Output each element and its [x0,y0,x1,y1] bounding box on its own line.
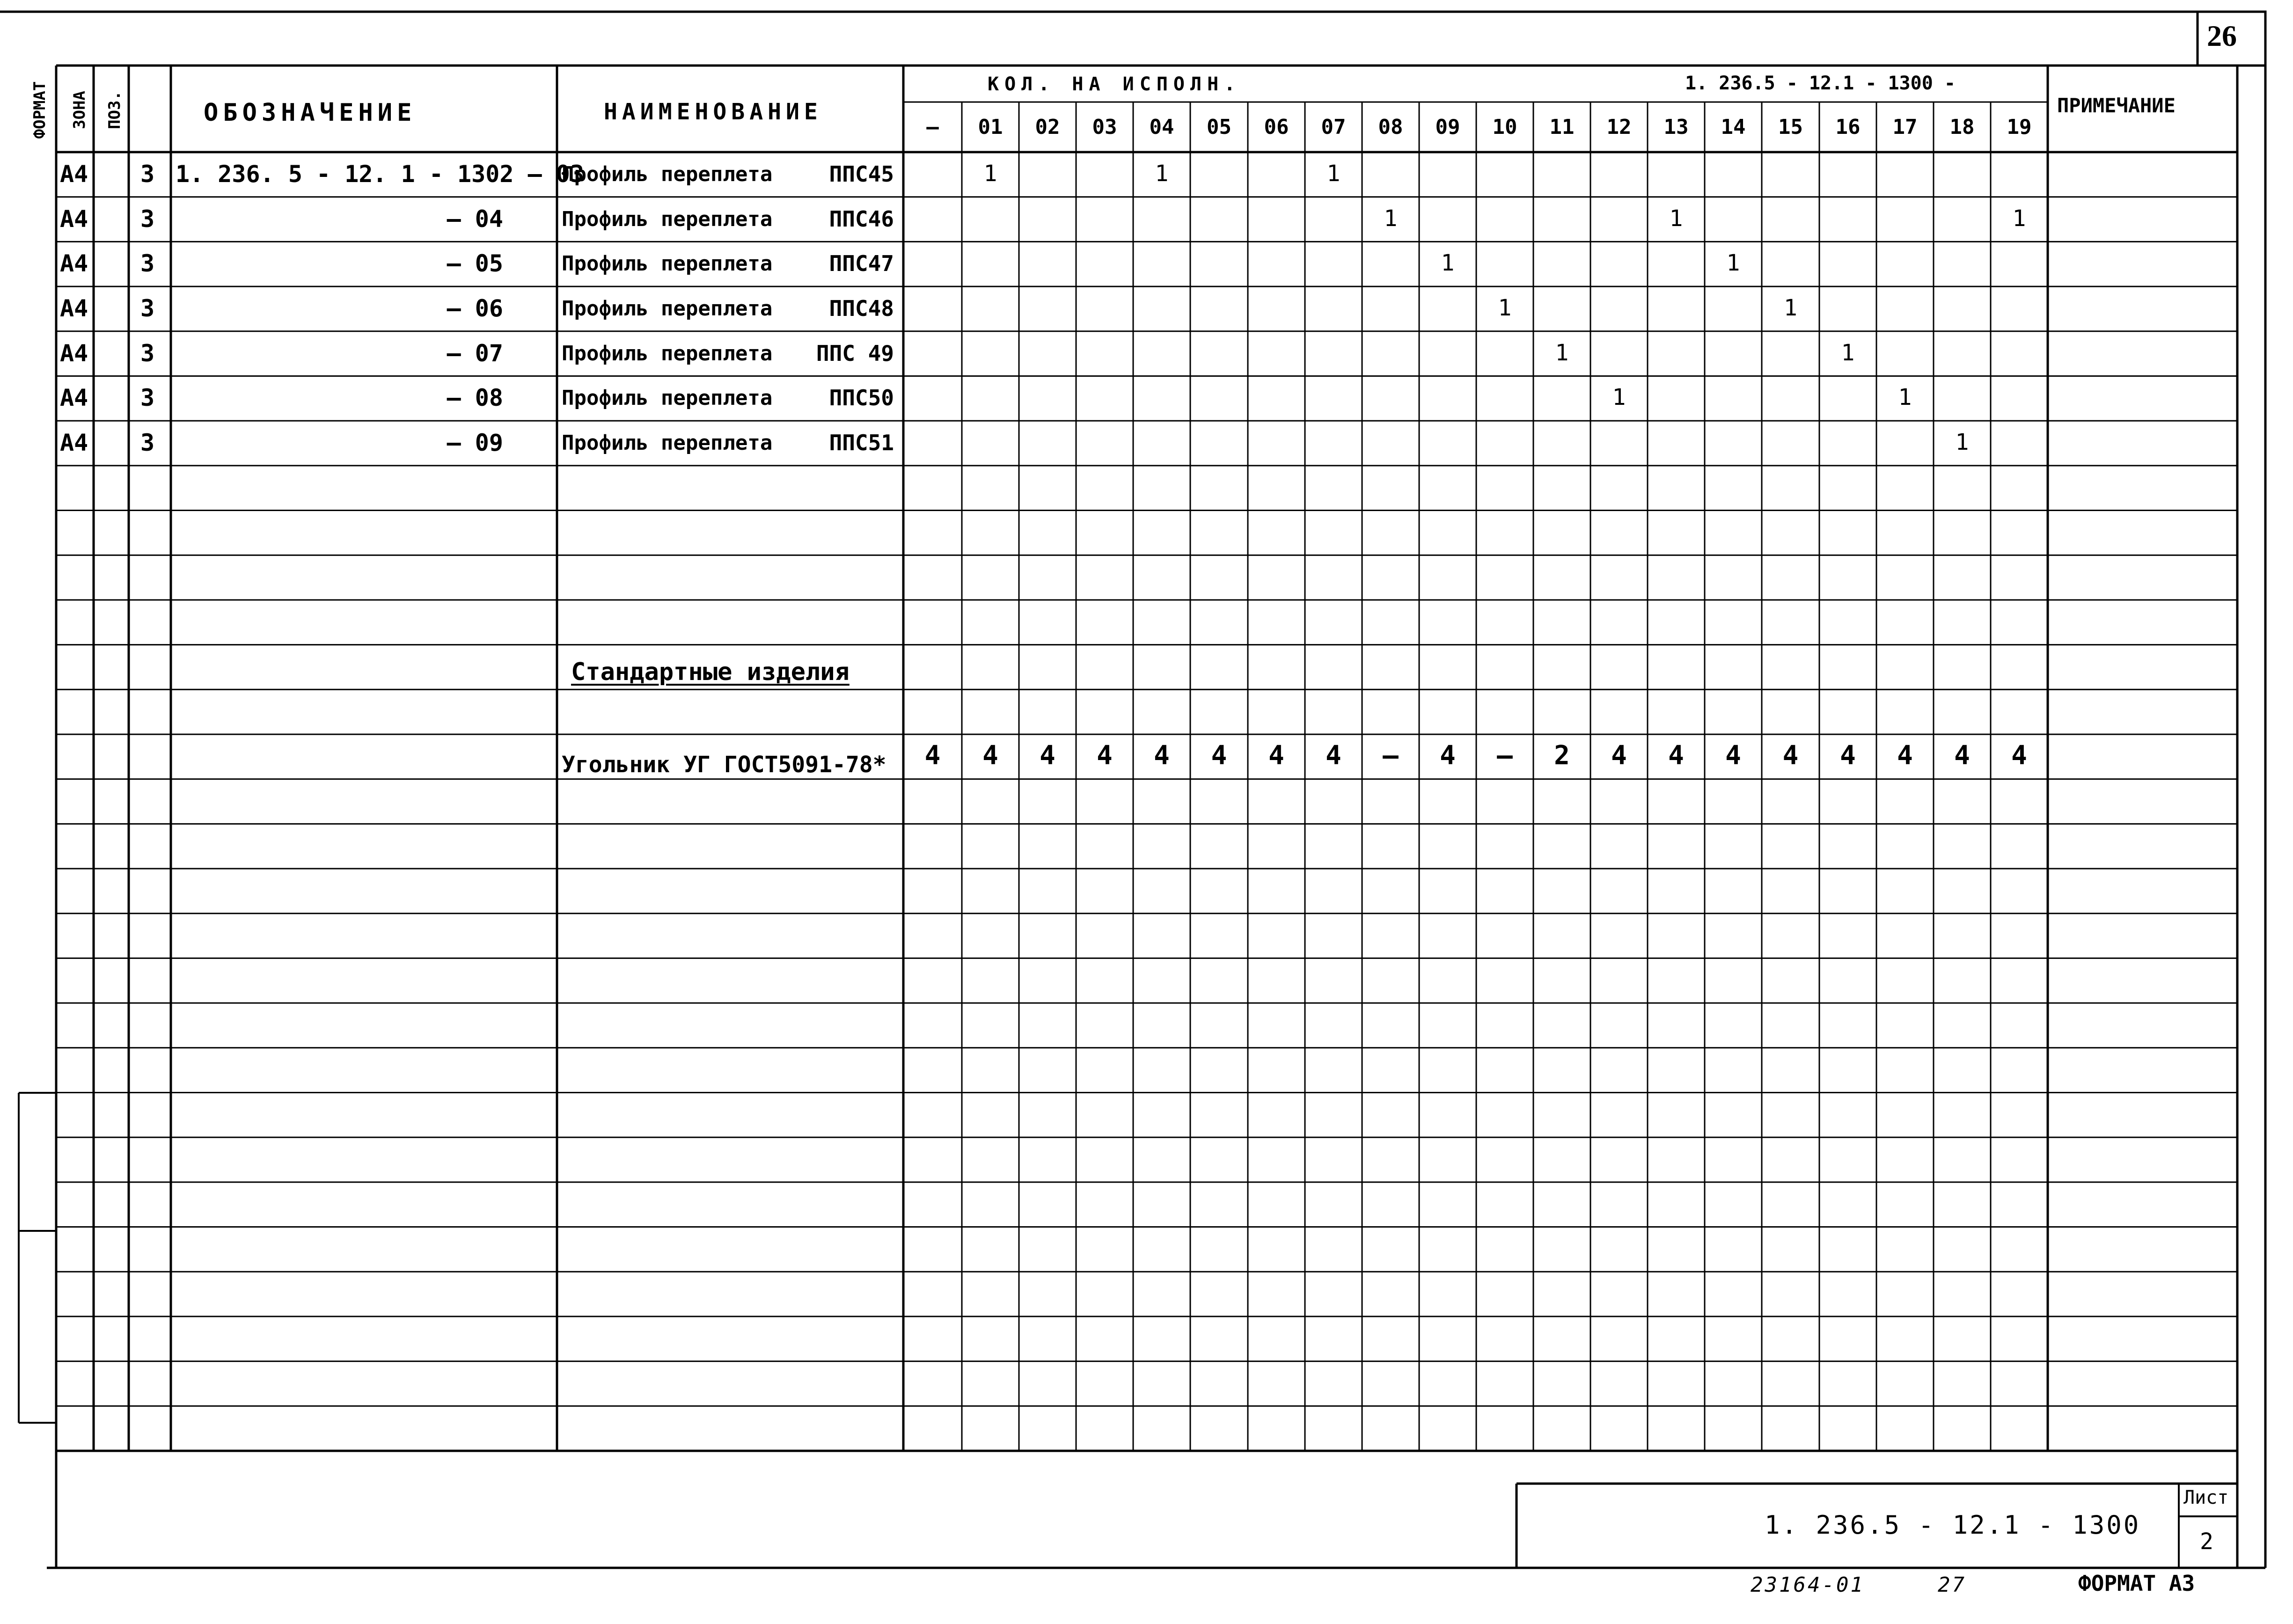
designation-cell: — 04 [447,205,503,233]
item-mark-cell: ППС47 [829,251,894,277]
qty-cell: 1 [1898,384,1912,411]
standard-qty-cell: 4 [1326,740,1341,771]
exec-column-14: 14 [1721,115,1746,139]
standard-qty-cell: 4 [1440,740,1456,771]
exec-column-11: 11 [1549,115,1575,139]
item-mark-cell: ППС 49 [816,340,894,366]
qty-cell: 1 [1726,250,1740,277]
pos-cell: 3 [140,295,155,322]
designation-cell: — 07 [447,339,503,367]
section-title: Стандартные изделия [571,658,850,686]
exec-column-19: 19 [2007,115,2032,139]
designation-cell: — 05 [447,250,503,278]
pos-cell: 3 [140,429,155,457]
qty-cell: 1 [1612,384,1626,411]
note-header: ПРИМЕЧАНИЕ [2057,94,2176,117]
item-name-cell: Профиль переплета [562,297,773,321]
standard-qty-cell: 4 [1725,740,1741,771]
designation-header: ОБОЗНАЧЕНИЕ [204,99,417,127]
format-cell: А4 [60,295,88,322]
pos-cell: 3 [140,161,155,188]
qty-cell: 1 [1155,161,1169,187]
item-mark-cell: ППС51 [829,430,894,456]
exec-column-3: 03 [1092,115,1117,139]
doc-code-header: 1. 236.5 - 12.1 - 1300 - [1685,73,1956,94]
standard-qty-cell: 2 [1554,740,1570,771]
item-mark-cell: ППС45 [829,161,894,187]
standard-qty-cell: 4 [1211,740,1227,771]
copy-number: 27 [1938,1573,1966,1597]
item-name-cell: Профиль переплета [562,207,773,231]
exec-column-2: 02 [1035,115,1060,139]
qty-cell: 1 [2012,205,2026,232]
exec-column-17: 17 [1892,115,1918,139]
standard-qty-cell: 4 [1154,740,1170,771]
format-cell: А4 [60,384,88,412]
item-name-cell: Профиль переплета [562,162,773,186]
item-mark-cell: ППС50 [829,385,894,411]
standard-qty-cell: 4 [2011,740,2027,771]
pos-cell: 3 [140,339,155,367]
qty-cell: 1 [1784,295,1797,322]
designation-cell: — 09 [447,429,503,457]
format-header: ФОРМАТ [30,81,49,139]
exec-column-5: 05 [1207,115,1231,139]
exec-column-9: 09 [1435,115,1460,139]
standard-qty-cell: 4 [1097,740,1113,771]
standard-qty-cell: 4 [1611,740,1627,771]
exec-column-18: 18 [1949,115,1975,139]
stamp-sheet-number: 2 [2200,1529,2213,1555]
item-mark-cell: ППС46 [829,206,894,232]
designation-cell: 1. 236. 5 - 12. 1 - 1302 — 03 [176,161,584,188]
item-name-cell: Профиль переплета [562,431,773,455]
format-cell: А4 [60,250,88,278]
standard-qty-cell: 4 [982,740,998,771]
zone-header: ЗОНА [70,91,89,129]
standard-qty-cell: — [1497,740,1513,771]
standard-qty-cell: 4 [1954,740,1970,771]
exec-column-12: 12 [1606,115,1632,139]
designation-cell: — 06 [447,295,503,322]
exec-column-16: 16 [1835,115,1861,139]
standard-qty-cell: 4 [1782,740,1799,771]
format-cell: А4 [60,429,88,457]
exec-column-6: 06 [1264,115,1289,139]
item-mark-cell: ППС48 [829,296,894,322]
qty-cell: 1 [1955,429,1969,456]
standard-qty-cell: 4 [924,740,941,771]
exec-column-8: 08 [1378,115,1403,139]
exec-column-4: 04 [1149,115,1174,139]
format-cell: А4 [60,161,88,188]
item-name-cell: Профиль переплета [562,252,773,276]
exec-column-0: — [926,115,939,139]
exec-column-10: 10 [1492,115,1517,139]
pos-cell: 3 [140,250,155,278]
qty-cell: 1 [1841,339,1855,366]
item-name-cell: Профиль переплета [562,386,773,410]
qty-cell: 1 [1669,205,1683,232]
exec-column-1: 01 [978,115,1003,139]
qty-per-exec-header: КОЛ. НА ИСПОЛН. [988,73,1241,95]
standard-qty-cell: 4 [1668,740,1684,771]
qty-cell: 1 [1384,205,1398,232]
exec-column-15: 15 [1778,115,1803,139]
pos-header: ПОЗ. [105,91,124,129]
stamp-sheet-label: Лист [2183,1487,2229,1508]
page-number: 26 [2207,19,2237,52]
exec-column-7: 07 [1321,115,1346,139]
format-label: ФОРМАТ А3 [2078,1571,2195,1596]
standard-item-name: Угольник УГ ГОСТ5091-78* [562,752,886,778]
standard-qty-cell: 4 [1840,740,1856,771]
item-name-cell: Профиль переплета [562,341,773,366]
pos-cell: 3 [140,384,155,412]
standard-qty-cell: — [1383,740,1399,771]
standard-qty-cell: 4 [1268,740,1284,771]
designation-cell: — 08 [447,384,503,412]
pos-cell: 3 [140,205,155,233]
format-cell: А4 [60,205,88,233]
stamp-doc-code: 1. 236.5 - 12.1 - 1300 [1765,1510,2141,1540]
standard-qty-cell: 4 [1040,740,1055,771]
format-cell: А4 [60,339,88,367]
exec-column-13: 13 [1663,115,1689,139]
qty-cell: 1 [1326,161,1341,187]
qty-cell: 1 [983,161,997,187]
qty-cell: 1 [1441,250,1455,277]
inventory-number: 23164-01 [1751,1573,1865,1597]
qty-cell: 1 [1498,295,1512,322]
name-header: НАИМЕНОВАНИЕ [604,99,822,125]
qty-cell: 1 [1555,339,1569,366]
standard-qty-cell: 4 [1897,740,1913,771]
